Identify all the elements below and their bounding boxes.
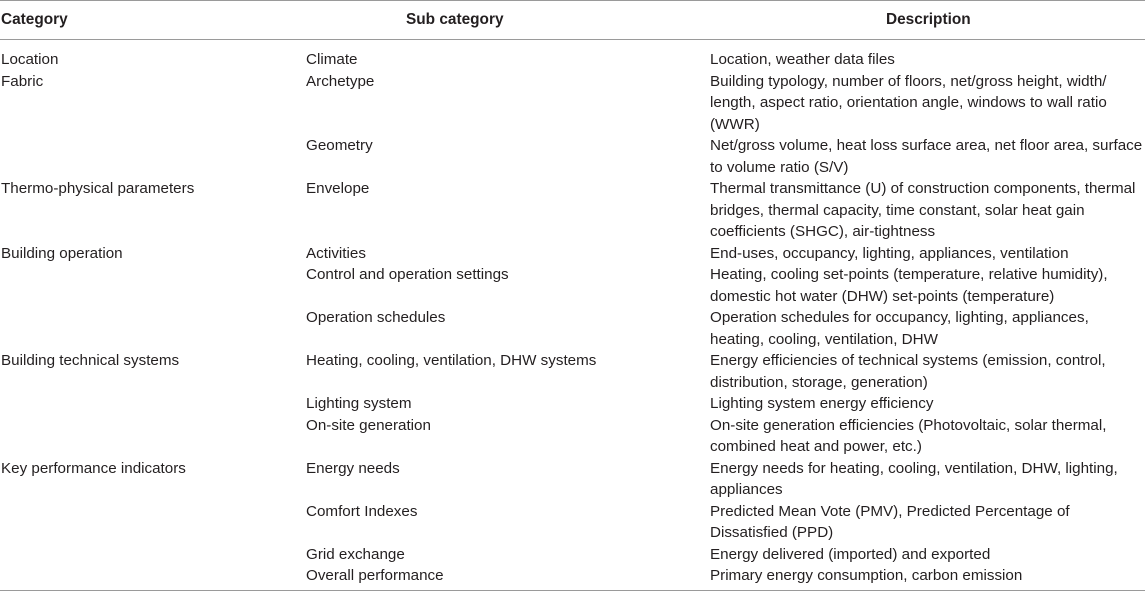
cell-description: On-site generation efficiencies (Photovoltaic, solar thermal, combined heat and power, etc.)	[710, 416, 1107, 455]
table-row	[0, 71, 1145, 136]
cell-sub-category: Operation schedules	[306, 309, 446, 326]
cell-description: Primary energy consumption, carbon emission	[710, 567, 1023, 584]
cell-sub-category: Envelope	[306, 180, 370, 197]
cell-sub-category: Control and operation settings	[306, 266, 509, 283]
cell-description: Net/gross volume, heat loss surface area, net floor area, surface to volume ratio (S/V)	[710, 137, 1143, 176]
cell-sub-category: Energy needs	[306, 459, 400, 477]
cell-description: Energy needs for heating, cooling, ventilation, DHW, lighting, appliances	[710, 459, 1118, 498]
cell-category	[0, 264, 306, 307]
cell-description: Heating, cooling set-points (temperature, relative humidity), domestic hot water (DHW) set-points (temperature)	[710, 266, 1108, 305]
table-row	[0, 501, 1145, 544]
cell-description: Energy efficiencies of technical systems (emission, control, distribution, storage, generation)	[710, 352, 1106, 391]
cell-category: Fabric	[1, 72, 44, 90]
cell-sub-category: Archetype	[306, 72, 375, 90]
cell-category	[0, 307, 306, 350]
cell-category	[0, 565, 306, 590]
header-category: Category	[1, 11, 68, 29]
cell-category: Location	[1, 51, 59, 68]
cell-category: Thermo-physical parameters	[1, 180, 195, 197]
cell-category	[0, 393, 306, 415]
cell-category	[0, 135, 306, 178]
table-row	[0, 178, 1145, 243]
table-row	[0, 243, 1145, 265]
table-row	[0, 393, 1145, 415]
cell-sub-category: Heating, cooling, ventilation, DHW systems	[306, 352, 597, 369]
cell-sub-category: On-site generation	[306, 416, 431, 434]
cell-sub-category: Geometry	[306, 137, 373, 154]
table-row	[0, 415, 1145, 458]
table-row	[0, 458, 1145, 501]
table-header	[0, 1, 1145, 40]
cell-description: Location, weather data files	[710, 51, 895, 68]
table-row	[0, 135, 1145, 178]
cell-description: Predicted Mean Vote (PMV), Predicted Percentage of Dissatisfied (PPD)	[710, 502, 1070, 541]
table-row	[0, 544, 1145, 566]
cell-category: Building technical systems	[1, 352, 180, 369]
cell-sub-category: Comfort Indexes	[306, 502, 418, 520]
cell-description: Lighting system energy efficiency	[710, 395, 934, 412]
header-sub-category: Sub category	[406, 11, 504, 29]
cell-description: Thermal transmittance (U) of construction components, thermal bridges, thermal capacity, time constant, solar heat gain coefficients (SHGC), air-tightness	[710, 180, 1136, 240]
cell-category: Building operation	[1, 244, 123, 262]
cell-sub-category: Grid exchange	[306, 545, 405, 563]
cell-category	[0, 415, 306, 458]
cell-sub-category: Lighting system	[306, 395, 412, 412]
cell-category	[0, 544, 306, 566]
cell-description: End-uses, occupancy, lighting, appliances, ventilation	[710, 244, 1069, 262]
cell-category: Key performance indicators	[1, 459, 186, 477]
table-row	[0, 307, 1145, 350]
cell-sub-category: Activities	[306, 244, 366, 262]
header-row	[0, 1, 1145, 40]
cell-sub-category: Overall performance	[306, 567, 444, 584]
table-row	[0, 40, 1145, 71]
cell-description: Operation schedules for occupancy, lighting, appliances, heating, cooling, ventilation, DHW	[710, 309, 1089, 348]
table-row	[0, 264, 1145, 307]
cell-description: Energy delivered (imported) and exported	[710, 545, 991, 563]
table-row	[0, 350, 1145, 393]
table-row	[0, 565, 1145, 590]
header-description: Description	[886, 11, 971, 29]
table-body	[0, 40, 1145, 591]
cell-category	[0, 501, 306, 544]
cell-description: Building typology, number of floors, net/gross height, width/ length, aspect ratio, orientation angle, windows to wall ratio (WWR)	[710, 72, 1107, 133]
cell-sub-category: Climate	[306, 51, 358, 68]
